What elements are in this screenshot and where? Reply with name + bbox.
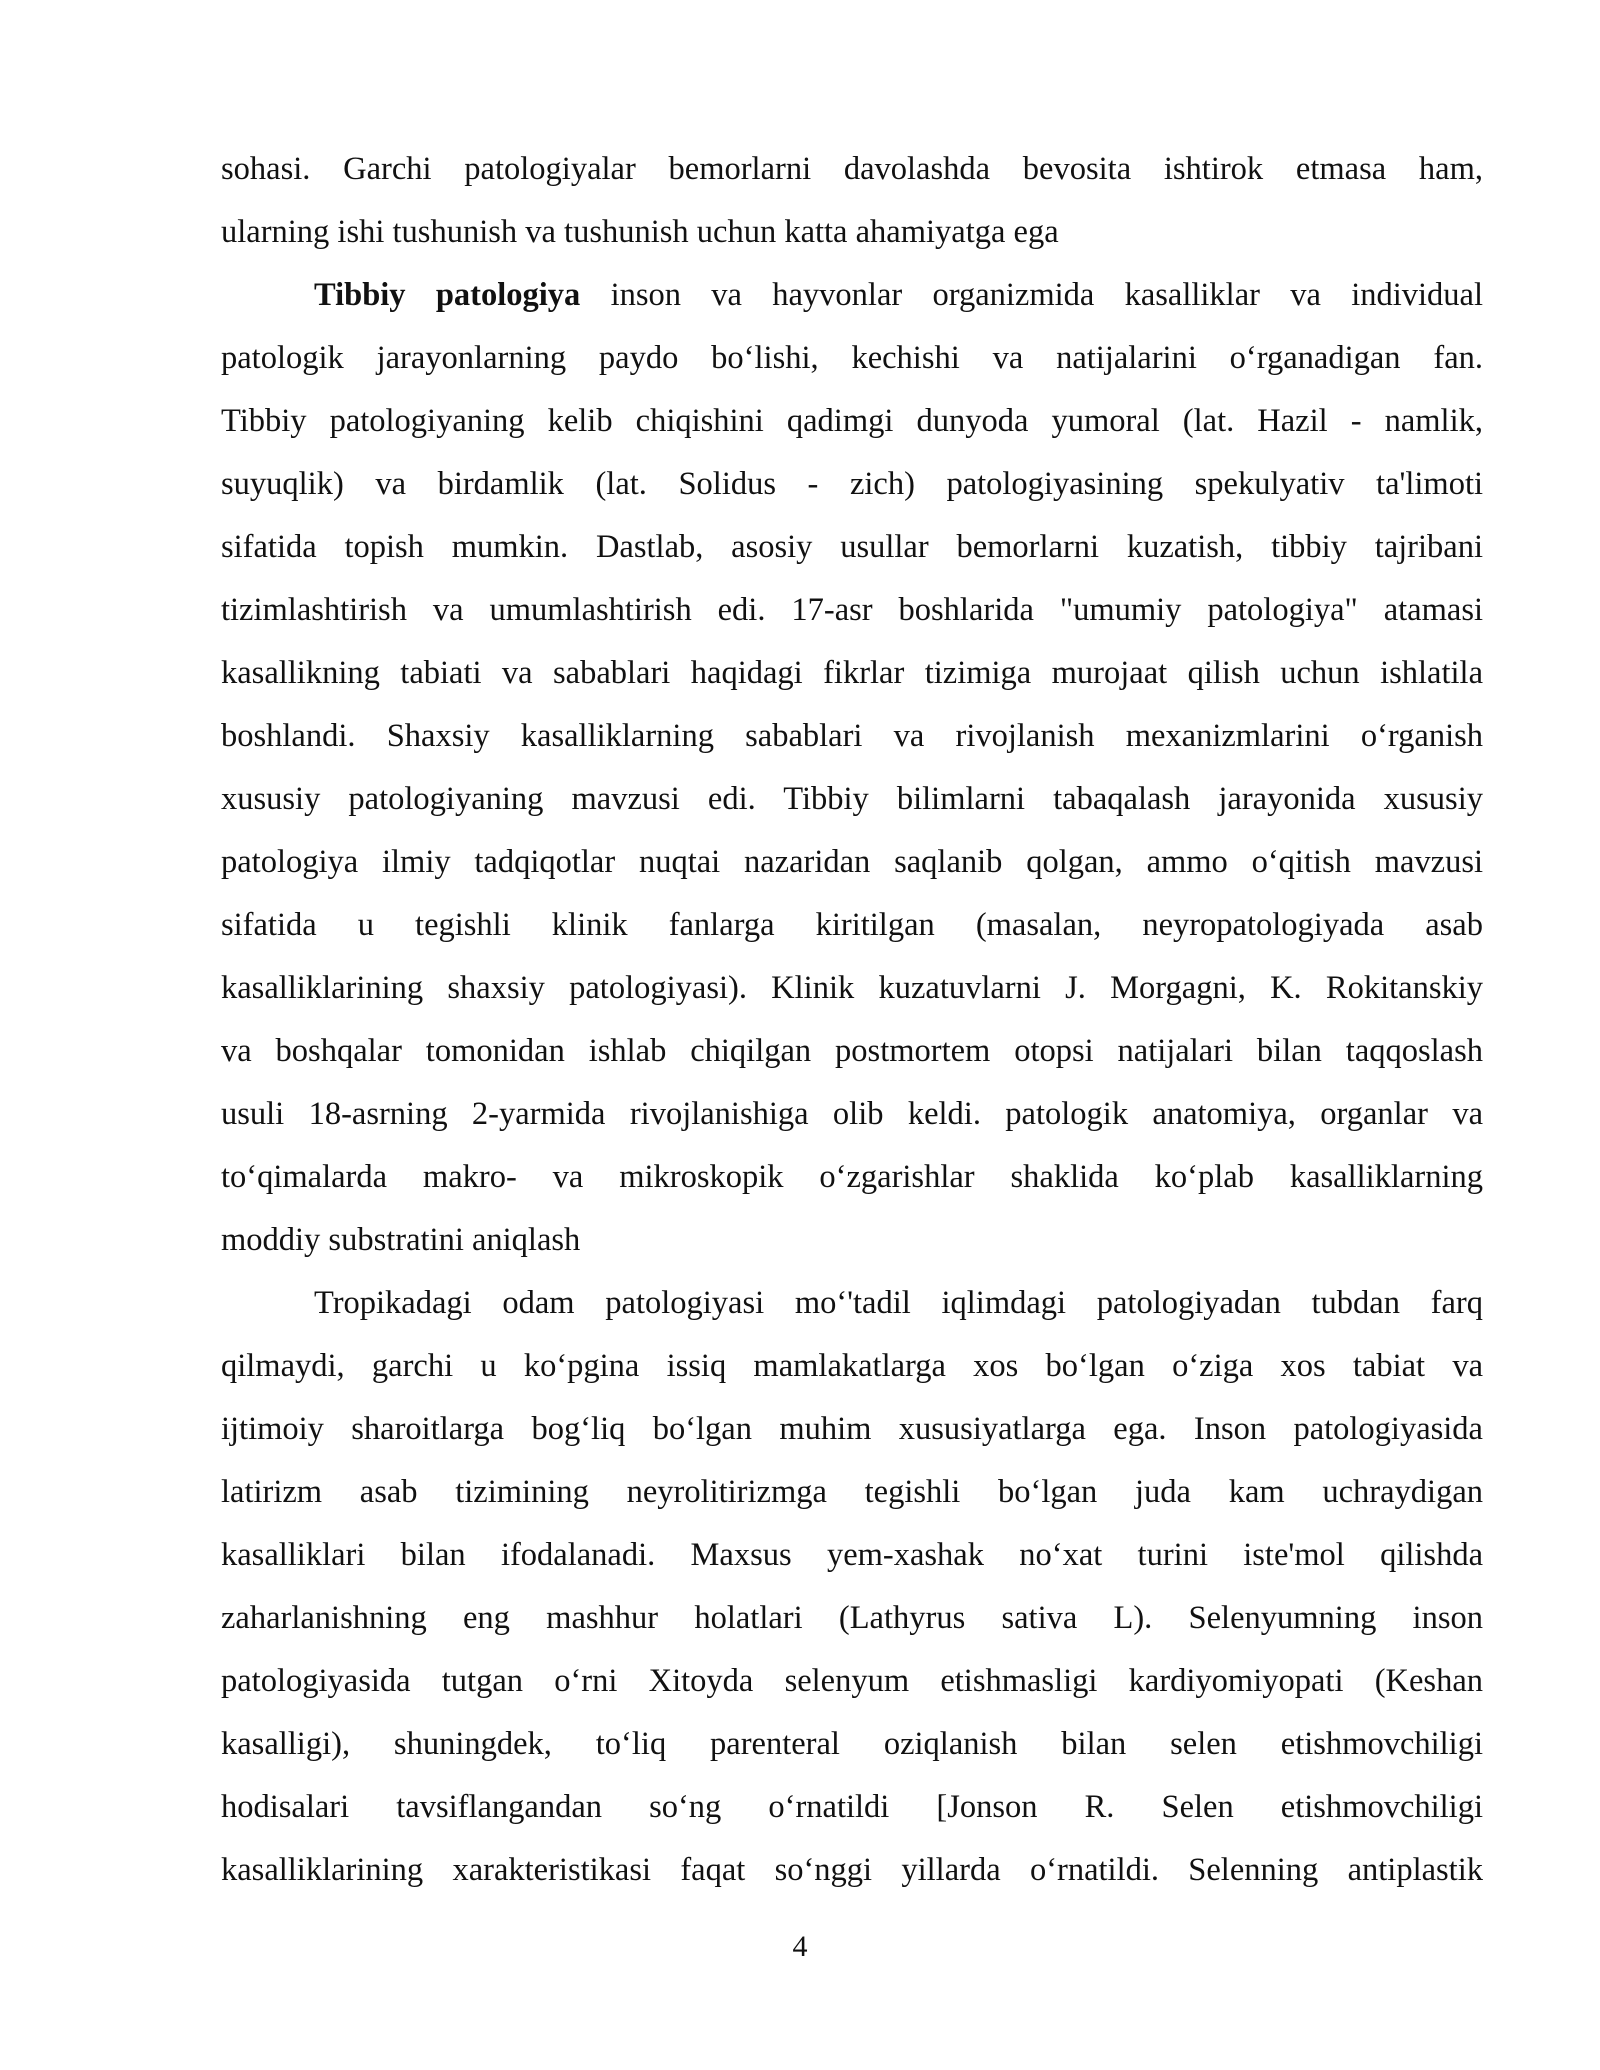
document-page — [221, 138, 1483, 1902]
text-line: kasalliklari bilan ifodalanadi. Maxsus yem-xashak no‘xat turini iste'mol qilishda — [221, 1537, 1483, 1573]
text-line: va boshqalar tomonidan ishlab chiqilgan postmortem otopsi natijalari bilan taqqoslash — [221, 1033, 1483, 1069]
text-line: boshlandi. Shaxsiy kasalliklarning sabablari va rivojlanish mexanizmlarini o‘rganish — [221, 718, 1483, 754]
text-line: ijtimoiy sharoitlarga bog‘liq bo‘lgan muhim xususiyatlarga ega. Inson patologiyasida — [221, 1411, 1483, 1447]
text-line: patologiyasida tutgan o‘rni Xitoyda selenyum etishmasligi kardiyomiyopati (Keshan — [221, 1663, 1483, 1699]
text-line: kasalliklarining xarakteristikasi faqat so‘nggi yillarda o‘rnatildi. Selenning antiplastik — [221, 1852, 1483, 1888]
text-line: qilmaydi, garchi u ko‘pgina issiq mamlakatlarga xos bo‘lgan o‘ziga xos tabiat va — [221, 1348, 1483, 1384]
bold-term: Tibbiy patologiya — [314, 277, 581, 313]
paragraph-3 — [221, 1272, 1483, 1902]
text-line: xususiy patologiyaning mavzusi edi. Tibbiy bilimlarni tabaqalash jarayonida xususiy — [221, 781, 1483, 817]
text-line: ularning ishi tushunish va tushunish uchun katta ahamiyatga ega — [221, 214, 1059, 250]
paragraph-2 — [221, 264, 1483, 1272]
text-line: patologik jarayonlarning paydo bo‘lishi, kechishi va natijalarini o‘rganadigan fan. — [221, 340, 1483, 376]
text-line — [221, 264, 1483, 327]
text-line: Tibbiy patologiyaning kelib chiqishini qadimgi dunyoda yumoral (lat. Hazil - namlik, — [221, 403, 1483, 439]
text-line: zaharlanishning eng mashhur holatlari (Lathyrus sativa L). Selenyumning inson — [221, 1600, 1483, 1636]
text-line: sifatida u tegishli klinik fanlarga kiritilgan (masalan, neyropatologiyada asab — [221, 907, 1483, 943]
text-line: sohasi. Garchi patologiyalar bemorlarni davolashda bevosita ishtirok etmasa ham, — [221, 151, 1483, 187]
text-line: to‘qimalarda makro- va mikroskopik o‘zgarishlar shaklida ko‘plab kasalliklarning — [221, 1159, 1483, 1195]
text-segment: inson va hayvonlar organizmida kasalliklar va individual — [580, 277, 1483, 313]
page-number: 4 — [792, 1930, 808, 1963]
text-line: tizimlashtirish va umumlashtirish edi. 17-asr boshlarida "umumiy patologiya" atamasi — [221, 592, 1483, 628]
text-line: kasalligi), shuningdek, to‘liq parenteral oziqlanish bilan selen etishmovchiligi — [221, 1726, 1483, 1762]
text-line: usuli 18-asrning 2-yarmida rivojlanishiga olib keldi. patologik anatomiya, organlar va — [221, 1096, 1483, 1132]
text-line: latirizm asab tizimining neyrolitirizmga tegishli bo‘lgan juda kam uchraydigan — [221, 1474, 1483, 1510]
paragraph-1 — [221, 138, 1483, 264]
text-line: moddiy substratini aniqlash — [221, 1222, 581, 1258]
text-line: Tropikadagi odam patologiyasi mo‘'tadil iqlimdagi patologiyadan tubdan farq — [314, 1285, 1483, 1321]
text-line: sifatida topish mumkin. Dastlab, asosiy usullar bemorlarni kuzatish, tibbiy tajribani — [221, 529, 1483, 565]
text-line: kasalliklarining shaxsiy patologiyasi). Klinik kuzatuvlarni J. Morgagni, K. Rokitanskiy — [221, 970, 1483, 1006]
text-line: hodisalari tavsiflangandan so‘ng o‘rnatildi [Jonson R. Selen etishmovchiligi — [221, 1789, 1483, 1825]
text-line: suyuqlik) va birdamlik (lat. Solidus - zich) patologiyasining spekulyativ ta'limoti — [221, 466, 1483, 502]
text-line: patologiya ilmiy tadqiqotlar nuqtai nazaridan saqlanib qolgan, ammo o‘qitish mavzusi — [221, 844, 1483, 880]
text-line: kasallikning tabiati va sabablari haqidagi fikrlar tizimiga murojaat qilish uchun ishlatila — [221, 655, 1483, 691]
